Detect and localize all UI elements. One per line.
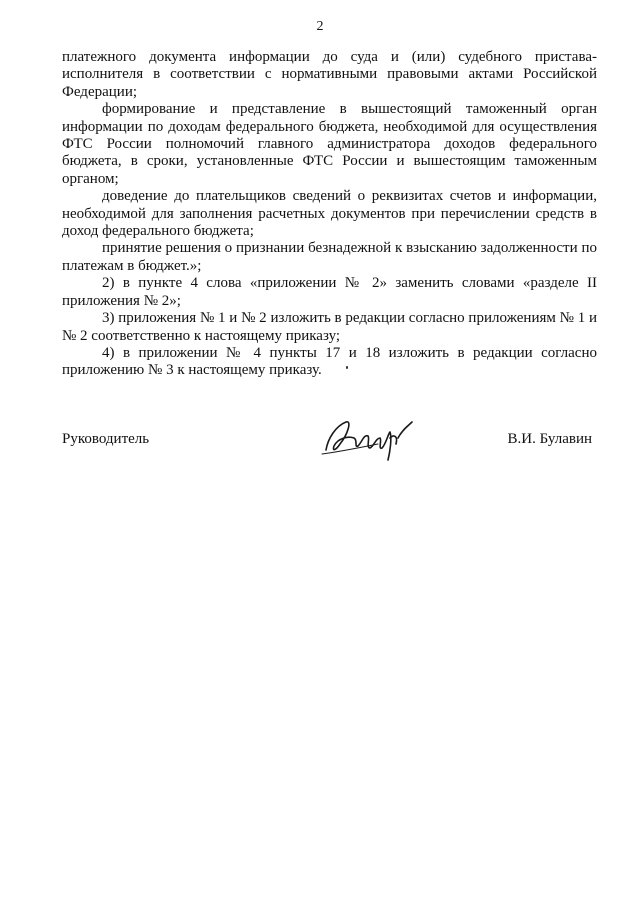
handwritten-signature	[318, 408, 418, 468]
ink-dot	[346, 366, 348, 369]
paragraph: формирование и представление в вышестоящий таможенный орган информации по доходам федерального бюджета, необходимой для осуществления ФТС России полномочий главного администратора доходов федерального бюджета, в сроки, установленные ФТС России и вышестоящим таможенным органом;	[62, 101, 597, 187]
paragraph: 3) приложения № 1 и № 2 изложить в редакции согласно приложениям № 1 и № 2 соответственно к настоящему приказу;	[62, 310, 597, 344]
paragraph: 2) в пункте 4 слова «приложении № 2» заменить словами «разделе II приложения № 2»;	[62, 275, 597, 309]
signature-position-label: Руководитель	[62, 431, 150, 447]
document-body	[62, 49, 597, 380]
paragraph: платежного документа информации до суда и (или) судебного пристава-исполнителя в соответствии с нормативными правовыми актами Российской Федерации;	[62, 49, 597, 100]
page-number: 2	[316, 19, 324, 34]
signer-name: В.И. Булавин	[507, 431, 592, 447]
paragraph: принятие решения о признании безнадежной к взысканию задолженности по платежам в бюджет.»;	[62, 240, 597, 274]
paragraph: доведение до плательщиков сведений о реквизитах счетов и информации, необходимой для заполнения расчетных документов при перечислении средств в доход федерального бюджета;	[62, 188, 597, 240]
paragraph: 4) в приложении № 4 пункты 17 и 18 изложить в редакции согласно приложению № 3 к настоящему приказу.	[62, 344, 597, 379]
